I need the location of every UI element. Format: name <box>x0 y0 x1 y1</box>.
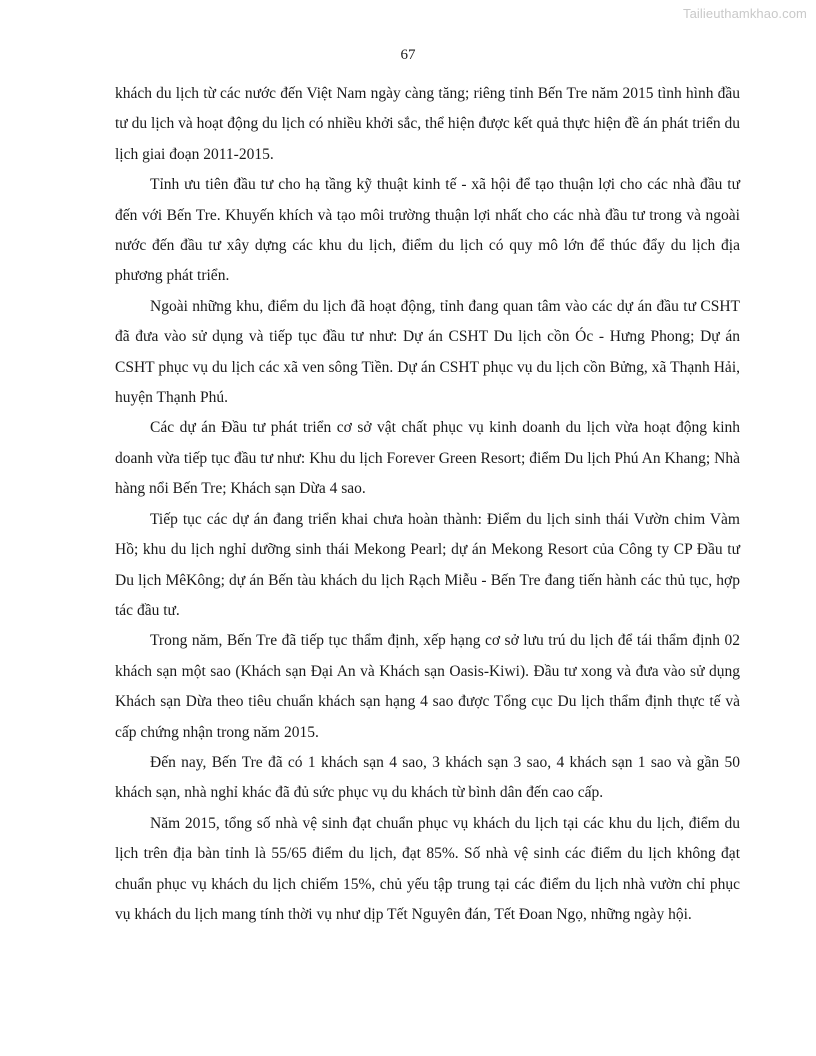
paragraph-continuation: khách du lịch từ các nước đến Việt Nam ngày càng tăng; riêng tỉnh Bến Tre năm 2015 tình hình đầu tư du lịch và hoạt động du lịch có nhiều khởi sắc, thể hiện được kết quả thực hiện đề án phát triển du lịch giai đoạn 2011-2015. <box>115 85 740 163</box>
page-number: 67 <box>400 47 416 63</box>
paragraph-hotel-count: Đến nay, Bến Tre đã có 1 khách sạn 4 sao, 3 khách sạn 3 sao, 4 khách sạn 1 sao và gần 50 khách sạn, nhà nghỉ khác đã đủ sức phục vụ du khách từ bình dân đến cao cấp. <box>115 753 740 802</box>
paragraph-facility-investment: Các dự án Đầu tư phát triển cơ sở vật chất phục vụ kinh doanh du lịch vừa hoạt động kinh doanh vừa tiếp tục đầu tư như: Khu du lịch Forever Green Resort; điểm Du lịch Phú An Khang; Nhà hàng nổi Bến Tre; Khách sạn Dừa 4 sao. <box>115 419 740 498</box>
paragraph-csht-projects: Ngoài những khu, điểm du lịch đã hoạt động, tỉnh đang quan tâm vào các dự án đầu tư CSHT đã đưa vào sử dụng và tiếp tục đầu tư như: Dự án CSHT Du lịch cồn Óc - Hưng Phong; Dự án CSHT phục vụ du lịch các xã ven sông Tiền. Dự án CSHT phục vụ du lịch cồn Bửng, xã Thạnh Hải, huyện Thạnh Phú. <box>115 297 740 407</box>
paragraph-sanitation: Năm 2015, tổng số nhà vệ sinh đạt chuẩn phục vụ khách du lịch tại các khu du lịch, điểm du lịch trên địa bàn tỉnh là 55/65 điểm du lịch, đạt 85%. Số nhà vệ sinh các điểm du lịch không đạt chuẩn phục vụ khách du lịch chiếm 15%, chủ yếu tập trung tại các điểm du lịch nhà vườn chỉ phục vụ khách du lịch mang tính thời vụ như dịp Tết Nguyên đán, Tết Đoan Ngọ, những ngày hội. <box>115 814 740 923</box>
document-body <box>115 79 740 930</box>
paragraph-hotel-appraisal: Trong năm, Bến Tre đã tiếp tục thẩm định, xếp hạng cơ sở lưu trú du lịch để tái thẩm định 02 khách sạn một sao (Khách sạn Đại An và Khách sạn Oasis-Kiwi). Đầu tư xong và đưa vào sử dụng Khách sạn Dừa theo tiêu chuẩn khách sạn hạng 4 sao được Tổng cục Du lịch thẩm định thực tế và cấp chứng nhận trong năm 2015. <box>115 632 740 741</box>
paragraph-infrastructure-priority: Tỉnh ưu tiên đầu tư cho hạ tầng kỹ thuật kinh tế - xã hội để tạo thuận lợi cho các nhà đầu tư đến với Bến Tre. Khuyến khích và tạo môi trường thuận lợi nhất cho các nhà đầu tư trong và ngoài nước đến đầu tư xây dựng các khu du lịch, điểm du lịch có quy mô lớn để thúc đẩy du lịch địa phương phát triển. <box>115 176 740 285</box>
watermark: Tailieuthamkhao.com <box>682 6 807 21</box>
paragraph-ongoing-projects: Tiếp tục các dự án đang triển khai chưa hoàn thành: Điểm du lịch sinh thái Vườn chim Vàm Hồ; khu du lịch nghỉ dưỡng sinh thái Mekong Pearl; dự án Mekong Resort của Công ty CP Đầu tư Du lịch MêKông; dự án Bến tàu khách du lịch Rạch Miễu - Bến Tre đang tiến hành các thủ tục, hợp tác đầu tư. <box>115 510 740 619</box>
